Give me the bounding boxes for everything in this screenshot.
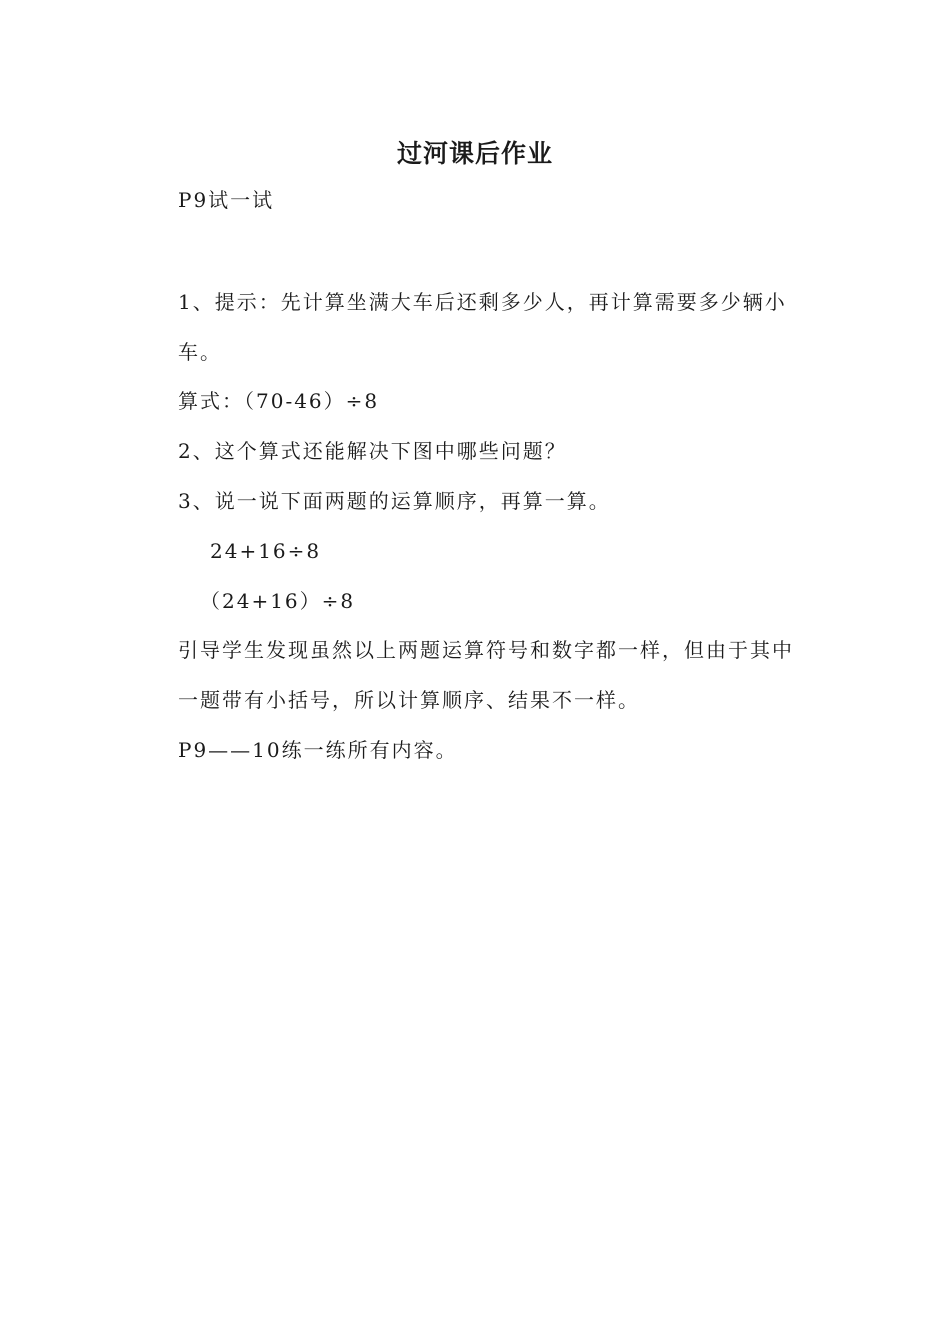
paragraph-line: 3、说一说下面两题的运算顺序，再算一算。 bbox=[178, 489, 611, 513]
paragraph-line: 2、这个算式还能解决下图中哪些问题？ bbox=[178, 439, 567, 463]
paragraph-line: 1、提示：先计算坐满大车后还剩多少人，再计算需要多少辆小 bbox=[178, 290, 787, 314]
paragraph-line: 一题带有小括号，所以计算顺序、结果不一样。 bbox=[178, 688, 640, 712]
expression-line: （24+16）÷8 bbox=[200, 589, 356, 613]
paragraph-line: 车。 bbox=[178, 340, 222, 364]
section-heading: P9试一试 bbox=[178, 188, 275, 212]
formula-line: 算式：（70-46）÷8 bbox=[178, 389, 380, 413]
paragraph-line: P9——10练一练所有内容。 bbox=[178, 738, 458, 762]
expression-line: 24+16÷8 bbox=[210, 539, 322, 563]
paragraph-line: 引导学生发现虽然以上两题运算符号和数字都一样，但由于其中 bbox=[178, 638, 794, 662]
page-title: 过河课后作业 bbox=[396, 139, 553, 168]
